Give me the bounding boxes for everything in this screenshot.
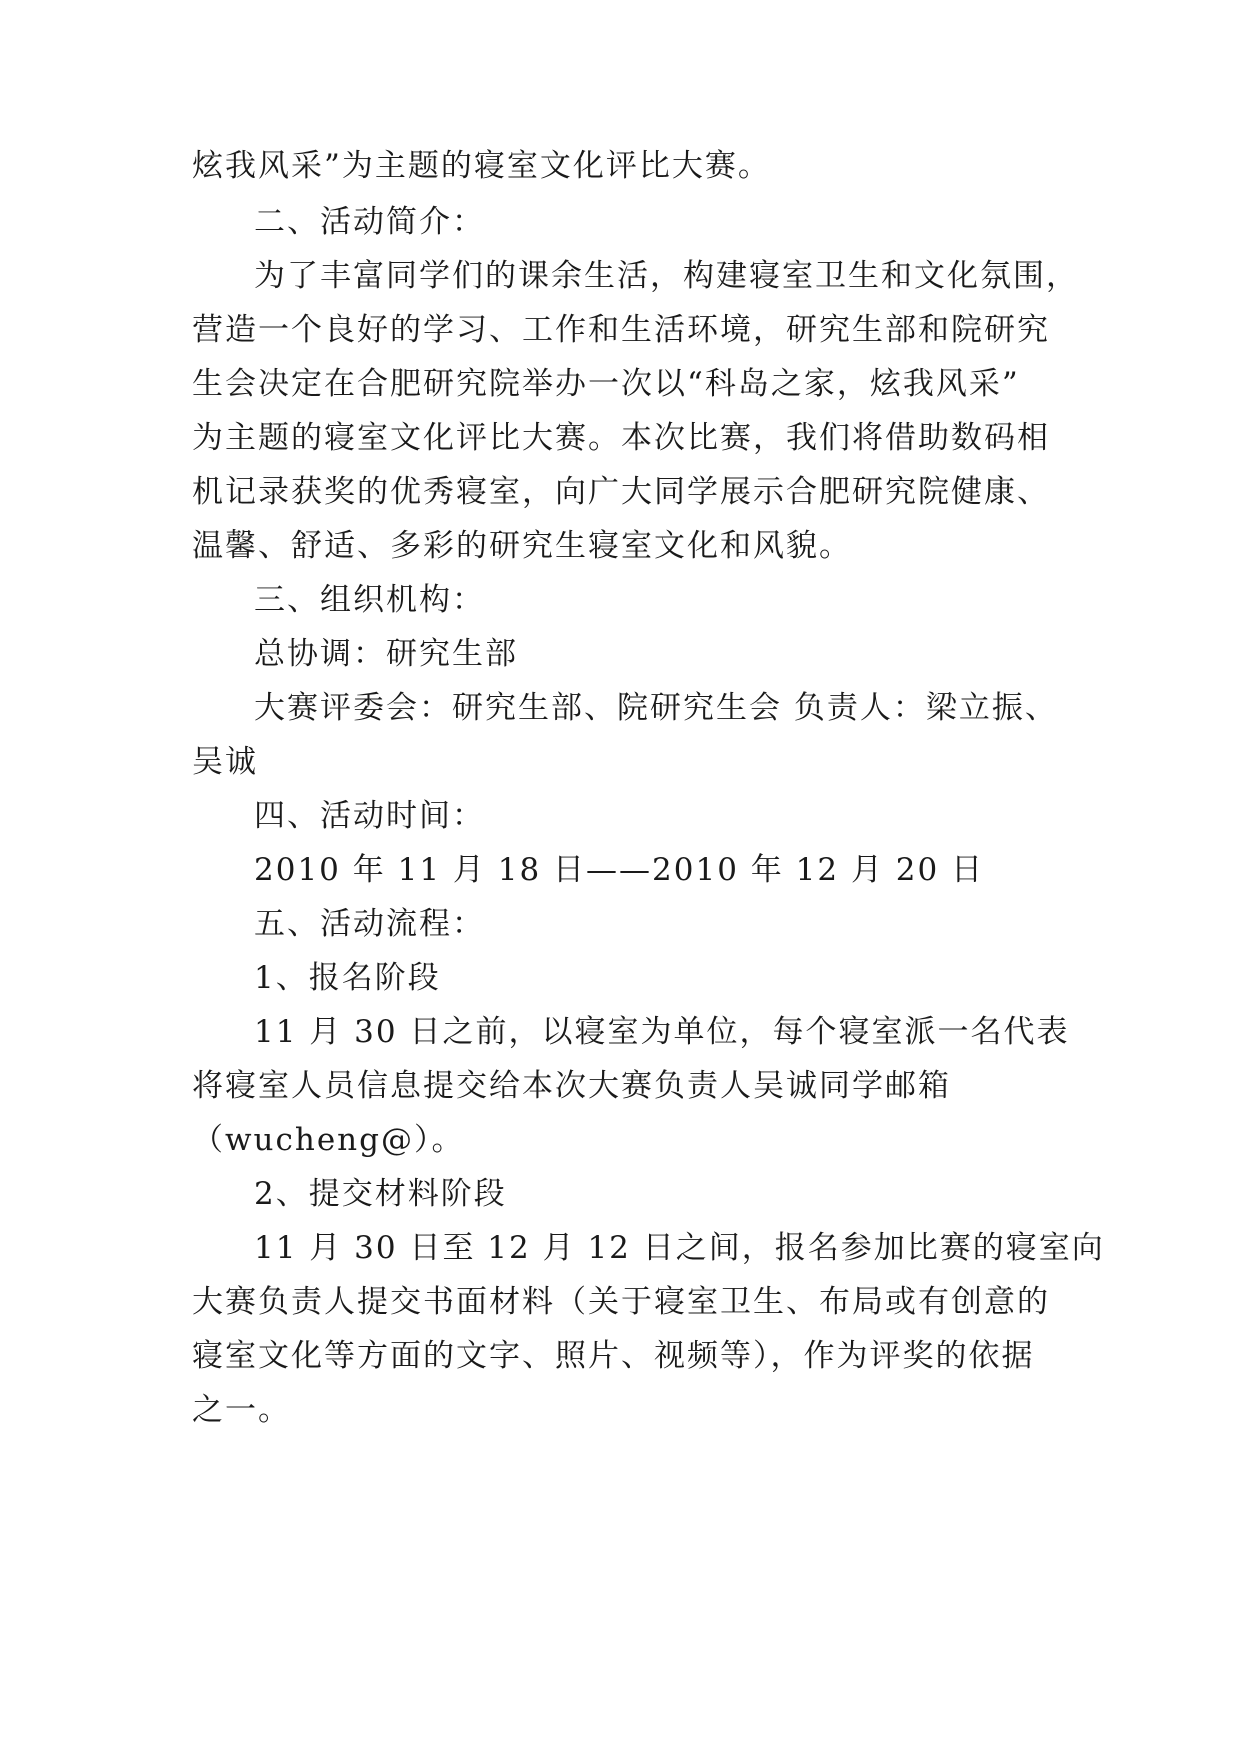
subheading-registration: 1、报名阶段 — [254, 960, 441, 996]
paragraph-line: 大赛评委会：研究生部、院研究生会 负责人：梁立振、 — [254, 690, 1058, 726]
paragraph-continuation-line: 炫我风采”为主题的寝室文化评比大赛。 — [192, 148, 771, 184]
section-heading-activity-process: 五、活动流程： — [254, 906, 485, 942]
paragraph-line: 为主题的寝室文化评比大赛。本次比赛，我们将借助数码相 — [192, 420, 1050, 456]
paragraph-line: 机记录获奖的优秀寝室，向广大同学展示合肥研究院健康、 — [192, 474, 1050, 510]
paragraph-line: 11 月 30 日之前，以寝室为单位，每个寝室派一名代表 — [254, 1014, 1070, 1050]
paragraph-line: 生会决定在合肥研究院举办一次以“科岛之家，炫我风采” — [192, 366, 1020, 402]
paragraph-line: 大赛负责人提交书面材料（关于寝室卫生、布局或有创意的 — [192, 1284, 1050, 1320]
paragraph-line: 寝室文化等方面的文字、照片、视频等），作为评奖的依据 — [192, 1338, 1035, 1374]
paragraph-line: 11 月 30 日至 12 月 12 日之间，报名参加比赛的寝室向 — [254, 1230, 1105, 1266]
paragraph-line: 营造一个良好的学习、工作和生活环境，研究生部和院研究 — [192, 312, 1050, 348]
paragraph-line: 之一。 — [192, 1392, 291, 1428]
section-heading-organization: 三、组织机构： — [254, 582, 485, 618]
paragraph-line: 为了丰富同学们的课余生活，构建寝室卫生和文化氛围， — [254, 258, 1079, 294]
section-heading-activity-intro: 二、活动简介： — [254, 204, 485, 240]
paragraph-line: 吴诚 — [192, 744, 258, 780]
paragraph-line: 温馨、舒适、多彩的研究生寝室文化和风貌。 — [192, 528, 852, 564]
paragraph-line: （wucheng@）。 — [192, 1122, 465, 1158]
section-heading-activity-time: 四、活动时间： — [254, 798, 485, 834]
date-range-line: 2010 年 11 月 18 日——2010 年 12 月 20 日 — [254, 852, 985, 888]
paragraph-line: 总协调：研究生部 — [254, 636, 518, 672]
subheading-submission: 2、提交材料阶段 — [254, 1176, 507, 1212]
paragraph-line: 将寝室人员信息提交给本次大赛负责人吴诚同学邮箱 — [192, 1068, 951, 1104]
